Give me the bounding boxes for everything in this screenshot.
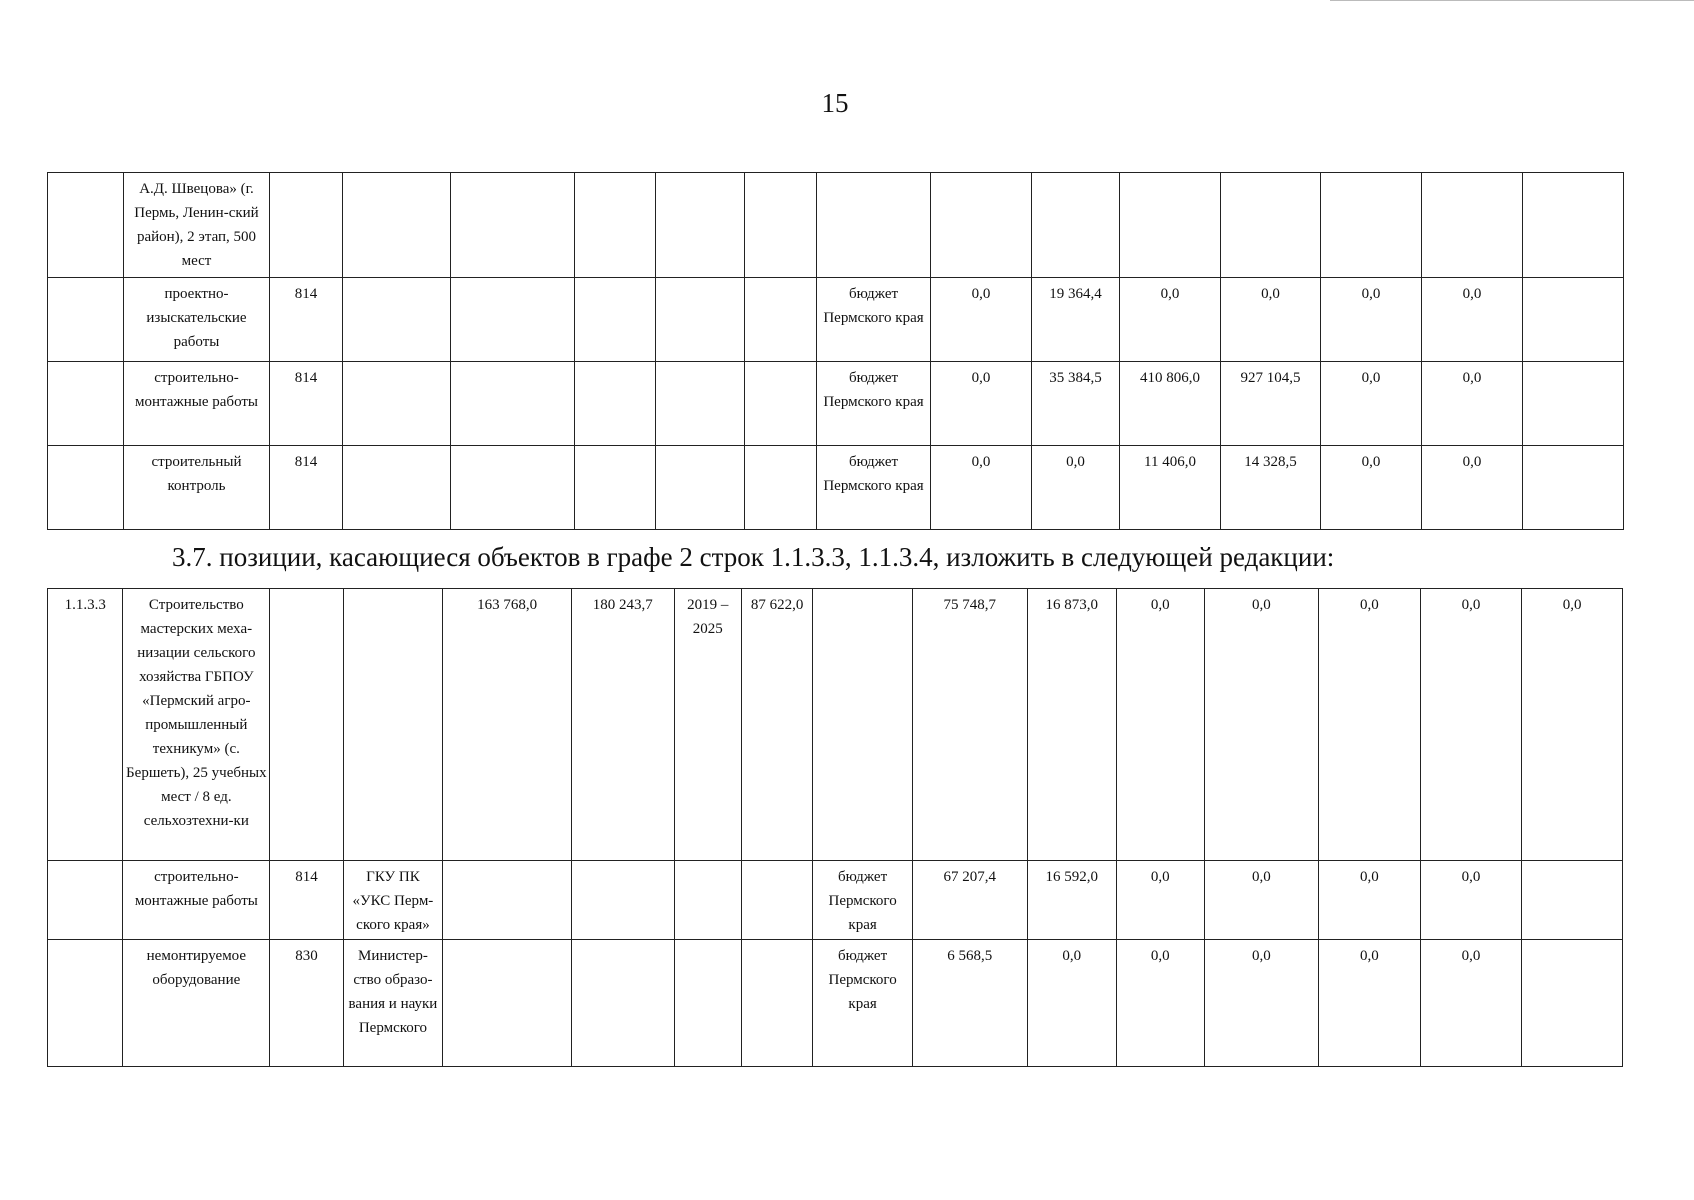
table-cell-col-2: строительно-монтажные работы bbox=[123, 861, 270, 940]
table-cell-col-1 bbox=[48, 278, 124, 362]
table-cell-col-13 bbox=[1221, 173, 1321, 278]
table-cell-col-7 bbox=[656, 173, 745, 278]
table-cell-col-1 bbox=[48, 446, 124, 530]
table-cell-col-11: 35 384,5 bbox=[1032, 362, 1120, 446]
table-cell-col-9: бюджет Пермского края bbox=[813, 861, 913, 940]
table-cell-col-4 bbox=[343, 362, 451, 446]
table-cell-col-5: 163 768,0 bbox=[443, 589, 572, 861]
table-cell-col-14 bbox=[1321, 173, 1422, 278]
table-cell-col-16 bbox=[1522, 940, 1623, 1067]
table-cell-col-14: 0,0 bbox=[1321, 362, 1422, 446]
table-row bbox=[48, 362, 1624, 446]
table-cell-col-12: 11 406,0 bbox=[1120, 446, 1221, 530]
table-cell-col-11: 19 364,4 bbox=[1032, 278, 1120, 362]
table-cell-col-1 bbox=[48, 362, 124, 446]
table-cell-col-5 bbox=[443, 940, 572, 1067]
table-cell-col-7 bbox=[656, 362, 745, 446]
table-cell-col-15: 0,0 bbox=[1422, 446, 1523, 530]
table-cell-col-7 bbox=[656, 446, 745, 530]
table-cell-col-1 bbox=[48, 173, 124, 278]
table-cell-col-8 bbox=[745, 446, 817, 530]
table-cell-col-10: 0,0 bbox=[931, 446, 1032, 530]
table-cell-col-16 bbox=[1523, 173, 1624, 278]
table-cell-col-6 bbox=[575, 362, 656, 446]
table-cell-col-5 bbox=[451, 446, 575, 530]
table-cell-col-13: 0,0 bbox=[1204, 940, 1319, 1067]
budget-table-continuation bbox=[47, 172, 1624, 530]
page-number: 15 bbox=[821, 88, 849, 118]
table-cell-col-1: 1.1.3.3 bbox=[48, 589, 123, 861]
table-cell-col-4 bbox=[343, 173, 451, 278]
table-cell-col-15: 0,0 bbox=[1422, 278, 1523, 362]
table-cell-col-15 bbox=[1422, 173, 1523, 278]
table-cell-col-14: 0,0 bbox=[1319, 589, 1421, 861]
table-cell-col-6 bbox=[571, 940, 674, 1067]
table-cell-col-12: 0,0 bbox=[1120, 278, 1221, 362]
budget-table-objects bbox=[47, 588, 1623, 1067]
table-cell-col-4 bbox=[343, 278, 451, 362]
table-cell-col-3: 814 bbox=[270, 861, 343, 940]
table-cell-col-6 bbox=[571, 861, 674, 940]
table-cell-col-13: 0,0 bbox=[1204, 589, 1319, 861]
table-cell-col-15: 0,0 bbox=[1420, 940, 1522, 1067]
table-cell-col-5 bbox=[451, 362, 575, 446]
table-cell-col-16: 0,0 bbox=[1522, 589, 1623, 861]
table-cell-col-2: строительно-монтажные работы bbox=[124, 362, 270, 446]
table-row bbox=[48, 589, 1623, 861]
table-cell-col-3: 814 bbox=[270, 278, 343, 362]
table-cell-col-11 bbox=[1032, 173, 1120, 278]
scan-top-edge bbox=[1330, 0, 1694, 1]
table-cell-col-8 bbox=[741, 861, 812, 940]
table-cell-col-1 bbox=[48, 861, 123, 940]
table-cell-col-10: 0,0 bbox=[931, 278, 1032, 362]
table-cell-col-12: 0,0 bbox=[1117, 940, 1204, 1067]
table-cell-col-6 bbox=[575, 173, 656, 278]
table-cell-col-8 bbox=[745, 362, 817, 446]
table-cell-col-13: 14 328,5 bbox=[1221, 446, 1321, 530]
table-cell-col-7: 2019 – 2025 bbox=[674, 589, 741, 861]
table-cell-col-10: 0,0 bbox=[931, 362, 1032, 446]
table-cell-col-8 bbox=[745, 278, 817, 362]
table-cell-col-9: бюджет Пермского края bbox=[813, 940, 913, 1067]
table-cell-col-4: ГКУ ПК «УКС Перм-ского края» bbox=[343, 861, 443, 940]
table-cell-col-15: 0,0 bbox=[1420, 861, 1522, 940]
table-cell-col-16 bbox=[1523, 278, 1624, 362]
table-cell-col-3: 814 bbox=[270, 446, 343, 530]
table-cell-col-15: 0,0 bbox=[1420, 589, 1522, 861]
table-cell-col-14: 0,0 bbox=[1319, 861, 1421, 940]
table-cell-col-8 bbox=[745, 173, 817, 278]
table-cell-col-6 bbox=[575, 446, 656, 530]
table-cell-col-10: 75 748,7 bbox=[912, 589, 1027, 861]
table-cell-col-3 bbox=[270, 173, 343, 278]
table-cell-col-7 bbox=[674, 861, 741, 940]
table-cell-col-10 bbox=[931, 173, 1032, 278]
table-cell-col-2: проектно-изыскательские работы bbox=[124, 278, 270, 362]
table-cell-col-14: 0,0 bbox=[1319, 940, 1421, 1067]
table-cell-col-9 bbox=[817, 173, 931, 278]
table-row bbox=[48, 278, 1624, 362]
table-cell-col-8 bbox=[741, 940, 812, 1067]
table-cell-col-12 bbox=[1120, 173, 1221, 278]
table-cell-col-7 bbox=[674, 940, 741, 1067]
table-cell-col-3: 814 bbox=[270, 362, 343, 446]
table-cell-col-4 bbox=[343, 589, 443, 861]
table-row bbox=[48, 173, 1624, 278]
table-cell-col-13: 927 104,5 bbox=[1221, 362, 1321, 446]
table-cell-col-8: 87 622,0 bbox=[741, 589, 812, 861]
table-cell-col-11: 0,0 bbox=[1027, 940, 1117, 1067]
table-cell-col-9: бюджет Пермского края bbox=[817, 362, 931, 446]
table-row bbox=[48, 861, 1623, 940]
table-cell-col-16 bbox=[1523, 446, 1624, 530]
table-cell-col-12: 0,0 bbox=[1117, 861, 1204, 940]
table-cell-col-2: строительный контроль bbox=[124, 446, 270, 530]
table-cell-col-16 bbox=[1523, 362, 1624, 446]
table-cell-col-14: 0,0 bbox=[1321, 278, 1422, 362]
table-cell-col-9: бюджет Пермского края bbox=[817, 446, 931, 530]
table-cell-col-11: 0,0 bbox=[1032, 446, 1120, 530]
table-cell-col-2: Строительство мастерских меха-низации сельского хозяйства ГБПОУ «Пермский агро-промышленный техникум» (с. Бершеть), 25 учебных мест / 8 ед. сельхозтехни-ки bbox=[123, 589, 270, 861]
table-cell-col-5 bbox=[451, 173, 575, 278]
table-cell-col-4: Министер-ство образо-вания и науки Пермского bbox=[343, 940, 443, 1067]
table-cell-col-5 bbox=[443, 861, 572, 940]
table-cell-col-13: 0,0 bbox=[1204, 861, 1319, 940]
table-cell-col-14: 0,0 bbox=[1321, 446, 1422, 530]
table-cell-col-2: А.Д. Швецова» (г. Пермь, Ленин-ский район), 2 этап, 500 мест bbox=[124, 173, 270, 278]
table-row bbox=[48, 446, 1624, 530]
table-cell-col-6: 180 243,7 bbox=[571, 589, 674, 861]
table-cell-col-7 bbox=[656, 278, 745, 362]
table-cell-col-12: 410 806,0 bbox=[1120, 362, 1221, 446]
table-cell-col-1 bbox=[48, 940, 123, 1067]
table-cell-col-16 bbox=[1522, 861, 1623, 940]
table-cell-col-12: 0,0 bbox=[1117, 589, 1204, 861]
table-cell-col-3 bbox=[270, 589, 343, 861]
table-cell-col-9: бюджет Пермского края bbox=[817, 278, 931, 362]
section-heading: 3.7. позиции, касающиеся объектов в графе 2 строк 1.1.3.3, 1.1.3.4, изложить в следующей редакции: bbox=[172, 542, 1335, 572]
table-row bbox=[48, 940, 1623, 1067]
table-cell-col-3: 830 bbox=[270, 940, 343, 1067]
table-cell-col-9 bbox=[813, 589, 913, 861]
table-cell-col-11: 16 873,0 bbox=[1027, 589, 1117, 861]
table-cell-col-11: 16 592,0 bbox=[1027, 861, 1117, 940]
table-cell-col-2: немонтируемое оборудование bbox=[123, 940, 270, 1067]
table-cell-col-13: 0,0 bbox=[1221, 278, 1321, 362]
table-cell-col-10: 6 568,5 bbox=[912, 940, 1027, 1067]
table-cell-col-15: 0,0 bbox=[1422, 362, 1523, 446]
table-cell-col-10: 67 207,4 bbox=[912, 861, 1027, 940]
table-cell-col-4 bbox=[343, 446, 451, 530]
table-cell-col-5 bbox=[451, 278, 575, 362]
table-cell-col-6 bbox=[575, 278, 656, 362]
